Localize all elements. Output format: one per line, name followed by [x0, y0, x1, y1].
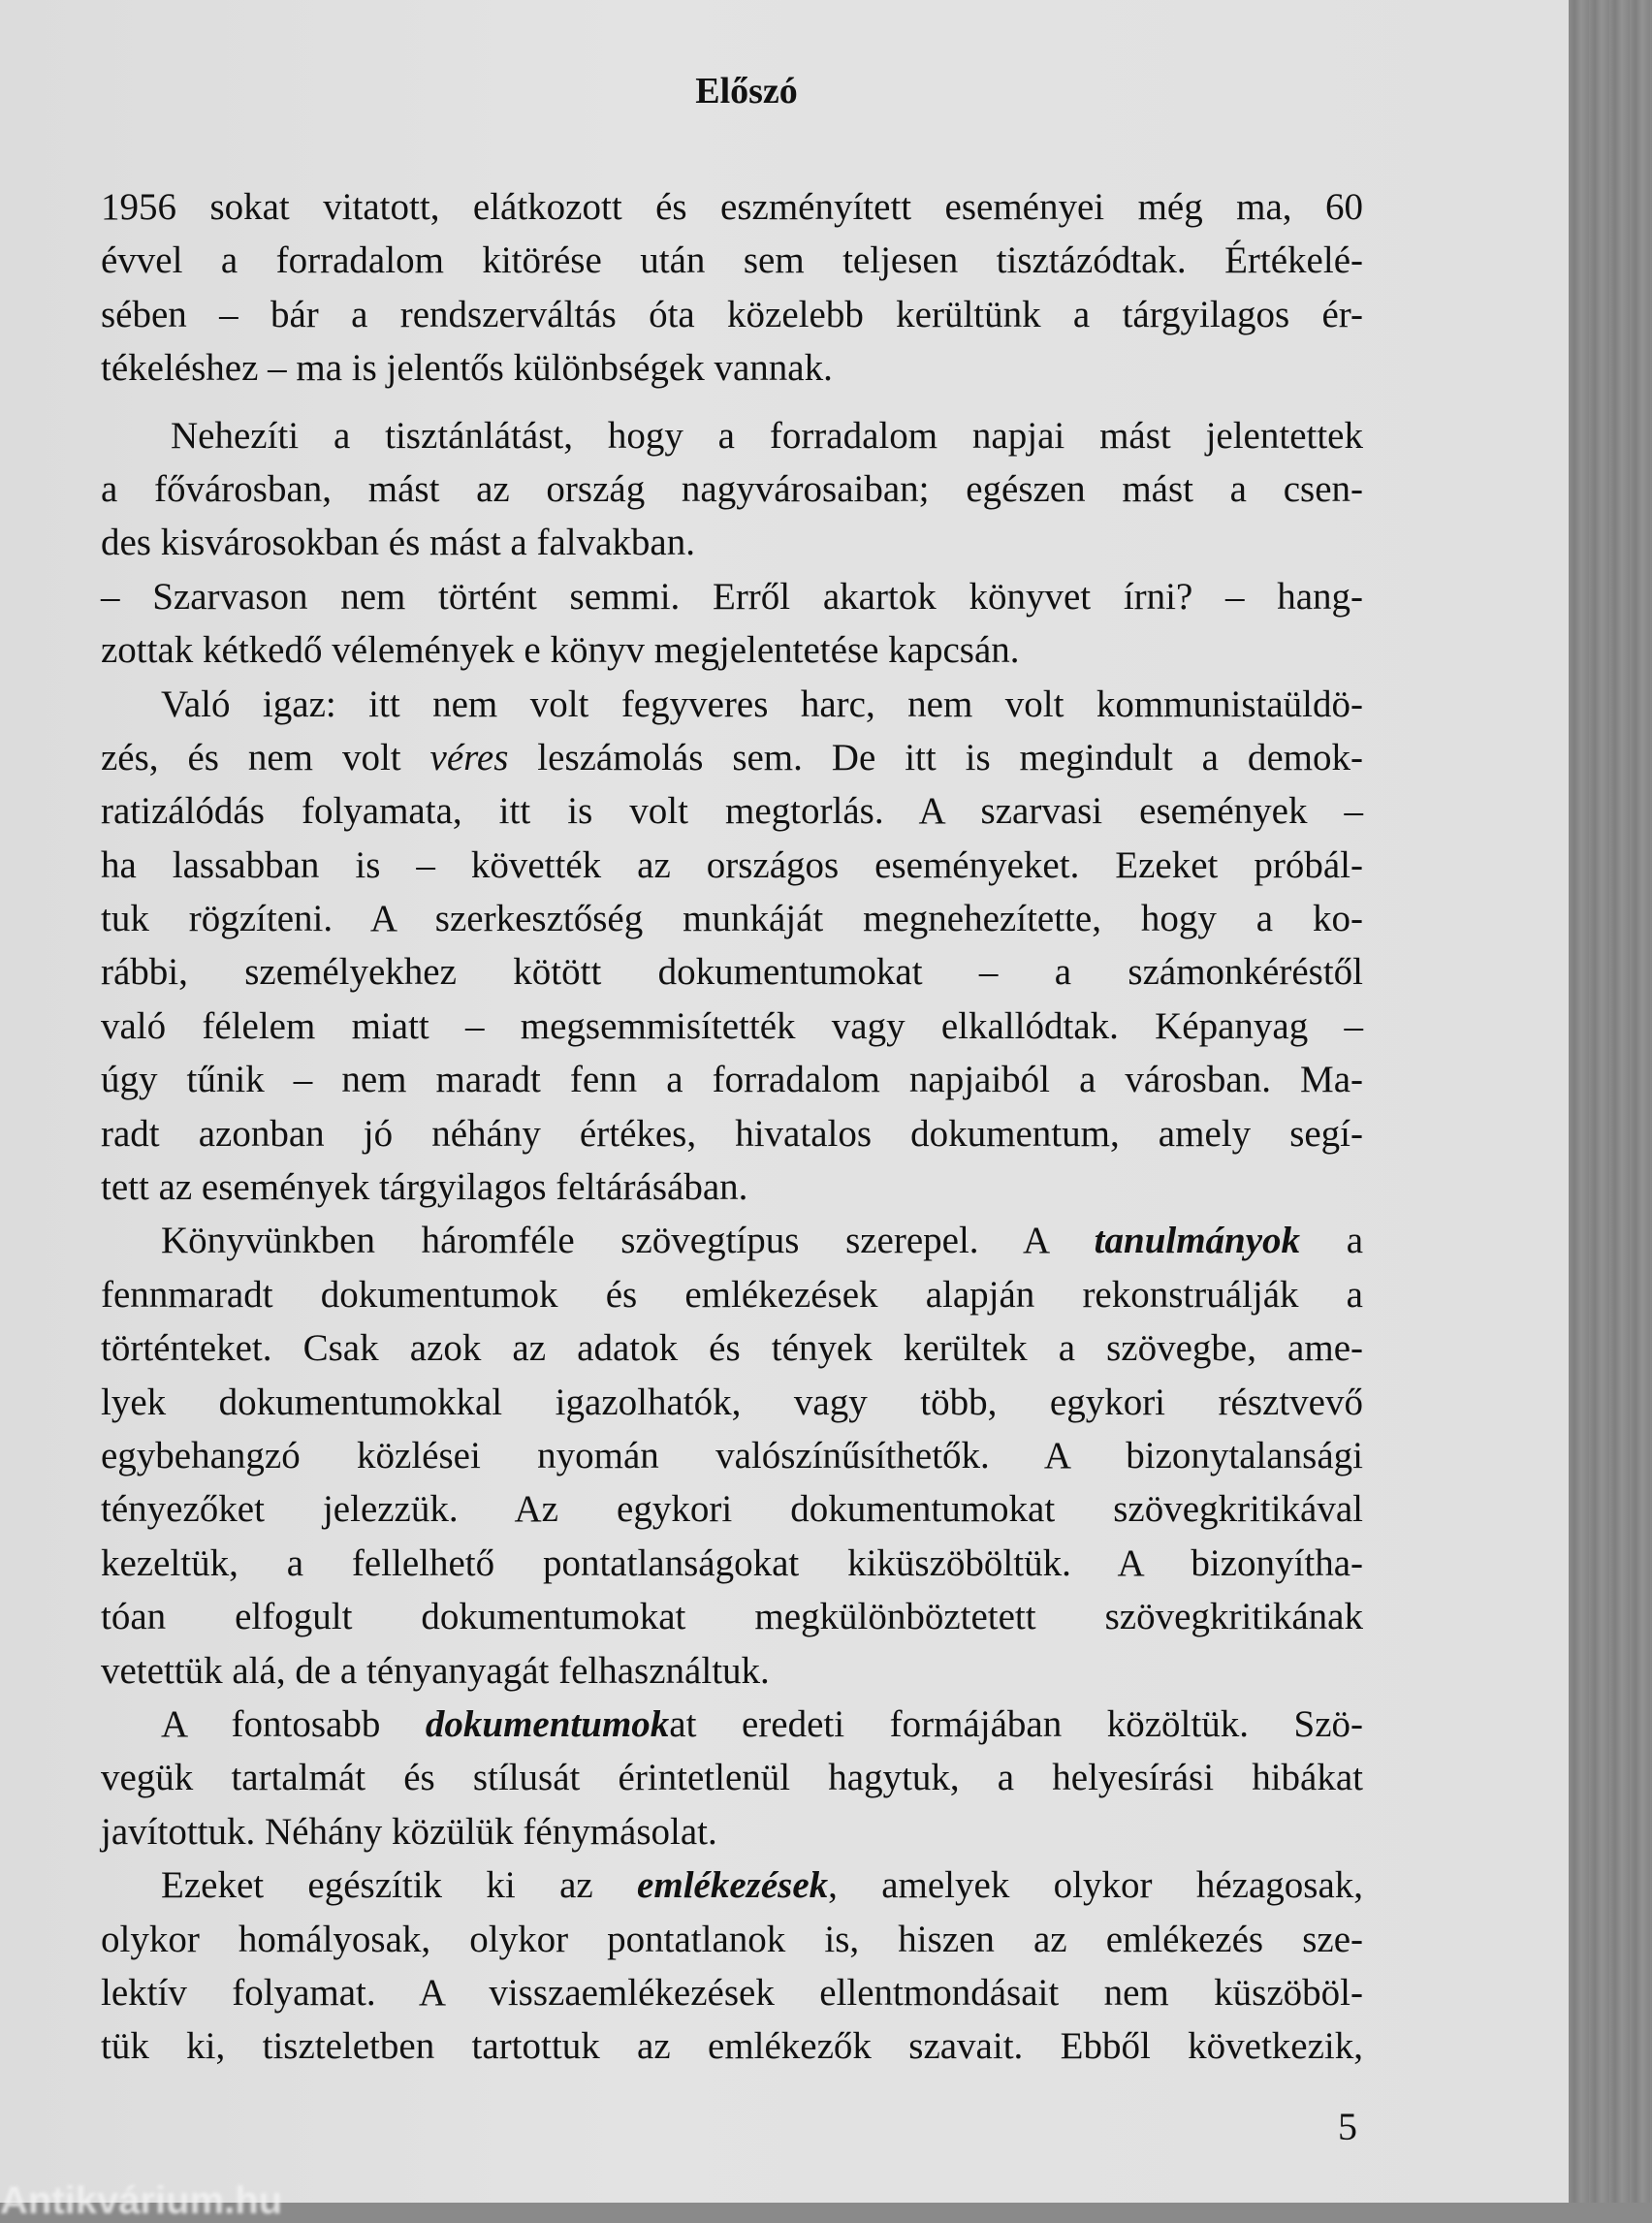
line-text: at eredeti formájában közöltük. Szö-	[669, 1702, 1363, 1745]
page-number: 5	[1338, 2105, 1357, 2148]
emphasized-term: tanulmányok	[1094, 1220, 1301, 1262]
line-text: tuk rögzíteni. A szerkesztőség munkáját megnehezítette, hogy a ko-	[101, 898, 1363, 940]
line-text: 1956 sokat vitatott, elátkozott és eszményített eseményei még ma, 60	[101, 186, 1363, 228]
text-line	[101, 1321, 1363, 1375]
emphasized-term: dokumentumok	[425, 1702, 670, 1745]
text-line	[101, 409, 1363, 462]
text-line	[101, 623, 1363, 677]
preface-body-text	[101, 180, 1363, 2074]
line-text: tük ki, tiszteletben tartottuk az emlékezők szavait. Ebből következik,	[101, 2025, 1363, 2068]
text-line	[101, 1107, 1363, 1160]
line-text: Való igaz: itt nem volt fegyveres harc, nem volt kommunistaüldö-	[161, 683, 1363, 725]
line-text: javítottuk. Néhány közülük fénymásolat.	[101, 1810, 717, 1853]
text-line	[101, 945, 1363, 999]
line-text: Nehezíti a tisztánlátást, hogy a forradalom napjai mást jelentettek	[171, 414, 1363, 457]
page-title: Előszó	[695, 71, 798, 111]
text-line	[101, 1966, 1363, 2019]
text-line	[101, 462, 1363, 516]
line-text: tóan elfogult dokumentumokat megkülönböztetett szövegkritikának	[101, 1596, 1363, 1638]
text-line	[101, 2019, 1363, 2073]
line-text: zés, és nem volt	[101, 736, 430, 778]
text-line	[101, 892, 1363, 945]
text-line	[101, 341, 1363, 395]
text-line	[101, 180, 1363, 234]
text-line	[101, 784, 1363, 838]
line-text: , amelyek olykor hézagosak,	[828, 1864, 1363, 1907]
line-text: kezeltük, a fellelhető pontatlanságokat kiküszöböltük. A bizonyítha-	[101, 1541, 1363, 1584]
emphasized-term: emlékezések	[637, 1864, 829, 1907]
line-text: ratizálódás folyamata, itt is volt megtorlás. A szarvasi események –	[101, 790, 1363, 833]
line-text: des kisvárosokban és mást a falvakban.	[101, 522, 695, 564]
text-line	[101, 1913, 1363, 1966]
text-line	[101, 1805, 1363, 1858]
watermark: Antikvárium.hu	[0, 2179, 283, 2222]
line-text: úgy tűnik – nem maradt fenn a forradalom napjaiból a városban. Ma-	[101, 1059, 1363, 1101]
text-line	[101, 1053, 1363, 1106]
line-text: zottak kétkedő vélemények e könyv megjelentetése kapcsán.	[101, 629, 1020, 672]
text-line	[101, 234, 1363, 287]
text-line	[101, 1590, 1363, 1643]
text-line	[101, 1268, 1363, 1321]
text-line	[101, 731, 1363, 784]
text-line	[101, 1698, 1363, 1751]
text-line	[101, 1429, 1363, 1482]
text-line	[101, 1000, 1363, 1053]
text-line	[101, 570, 1363, 623]
line-text: a fővárosban, mást az ország nagyvárosaiban; egészen mást a csen-	[101, 467, 1363, 510]
line-text: tett az események tárgyilagos feltárásában.	[101, 1166, 748, 1209]
line-text: ha lassabban is – követték az országos eseményeket. Ezeket próbál-	[101, 843, 1363, 886]
wooden-background	[1569, 0, 1652, 2203]
text-line	[101, 1644, 1363, 1698]
line-text: olykor homályosak, olykor pontatlanok is, hiszen az emlékezés sze-	[101, 1918, 1363, 1960]
line-text: évvel a forradalom kitörése után sem teljesen tisztázódtak. Értékelé-	[101, 239, 1363, 282]
text-line	[101, 1376, 1363, 1429]
line-text: történteket. Csak azok az adatok és tények kerültek a szövegbe, ame-	[101, 1327, 1363, 1370]
line-text: Ezeket egészítik ki az	[161, 1864, 638, 1907]
text-line	[101, 516, 1363, 569]
text-line	[101, 678, 1363, 731]
line-text: leszámolás sem. De itt is megindult a demok-	[508, 736, 1363, 778]
line-text: lektív folyamat. A visszaemlékezések ellentmondásait nem küszöböl-	[101, 1971, 1363, 2014]
line-text: tényezőket jelezzük. Az egykori dokumentumokat szövegkritikával	[101, 1488, 1363, 1531]
line-text: vegük tartalmát és stílusát érintetlenül hagytuk, a helyesírási hibákat	[101, 1757, 1363, 1799]
line-text: tékeléshez – ma is jelentős különbségek vannak.	[101, 347, 833, 390]
line-text: – Szarvason nem történt semmi. Erről akartok könyvet írni? – hang-	[101, 575, 1363, 618]
text-line	[101, 1482, 1363, 1536]
line-text: való félelem miatt – megsemmisítették vagy elkallódtak. Képanyag –	[101, 1004, 1363, 1047]
line-text: sében – bár a rendszerváltás óta közelebb kerültünk a tárgyilagos ér-	[101, 293, 1363, 335]
line-text: rábbi, személyekhez kötött dokumentumokat – a számonkéréstől	[101, 951, 1363, 994]
text-line	[101, 1537, 1363, 1590]
emphasized-term: véres	[429, 736, 509, 778]
line-text: fennmaradt dokumentumok és emlékezések alapján rekonstruálják a	[101, 1273, 1363, 1316]
text-line	[101, 1160, 1363, 1214]
line-text: Könyvünkben háromféle szövegtípus szerepel. A	[161, 1220, 1095, 1262]
line-text: lyek dokumentumokkal igazolhatók, vagy több, egykori résztvevő	[101, 1381, 1363, 1423]
line-text: radt azonban jó néhány értékes, hivatalos dokumentum, amely segí-	[101, 1112, 1363, 1155]
text-line	[101, 1858, 1363, 1912]
text-line	[101, 839, 1363, 892]
line-text: egybehangzó közlései nyomán valószínűsíthetők. A bizonytalansági	[101, 1434, 1363, 1477]
text-line	[101, 288, 1363, 341]
text-line	[101, 1214, 1363, 1267]
line-text: a	[1300, 1220, 1363, 1262]
line-text: A fontosabb	[161, 1702, 426, 1745]
text-line	[101, 1751, 1363, 1804]
line-text: vetettük alá, de a tényanyagát felhasználtuk.	[101, 1649, 770, 1692]
